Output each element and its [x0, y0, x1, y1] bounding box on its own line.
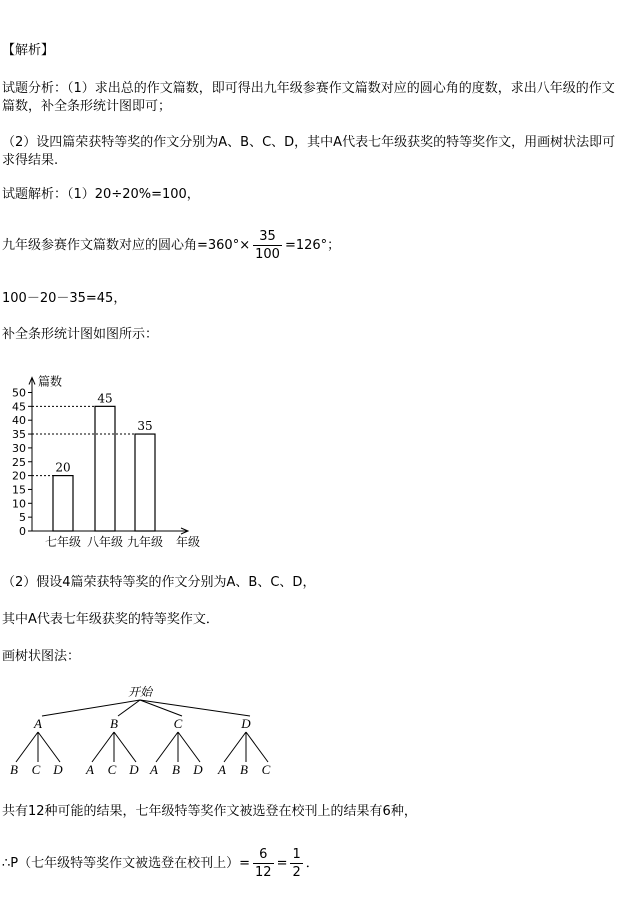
tree-edge [224, 732, 246, 762]
solution-step-3: 100－20－35=45， [2, 291, 127, 306]
x-tick-label: 八年级 [86, 535, 124, 549]
y-tick-label: 50 [12, 386, 26, 400]
y-tick-label: 45 [12, 400, 26, 414]
tree-leaf-label: C [31, 762, 41, 777]
probability-fraction-2-numerator: 1 [292, 847, 301, 862]
solution-step-1: 试题解析：（1）20÷20%=100， [2, 187, 200, 202]
angle-fraction [253, 228, 282, 263]
probability-fraction-2-denominator: 2 [292, 865, 301, 880]
tree-edge [140, 700, 182, 716]
tree-leaf-label: B [172, 762, 180, 777]
tree-branch-label: A [34, 716, 42, 731]
tree-leaf-label: A [150, 762, 158, 777]
bar-value-label: 45 [97, 391, 113, 406]
tree-branch-label: D [241, 716, 251, 731]
tree-leaf-label: B [10, 762, 18, 777]
solution-part-2-note: 其中A代表七年级获奖的特等奖作文． [2, 612, 219, 627]
tree-edge [246, 732, 268, 762]
bar-chart [0, 362, 630, 562]
y-tick-label: 15 [12, 483, 26, 497]
tree-edge [156, 732, 178, 762]
probability-prefix: ∴P（七年级特等奖作文被选登在校刊上）= [2, 856, 251, 871]
analysis-part-1: 试题分析：（1）求出总的作文篇数，即可得出九年级参赛作文篇数对应的圆心角的度数，求出八年级的作文篇数，补全条形统计图即可； [2, 81, 615, 114]
probability-suffix: ． [305, 856, 319, 871]
bar [135, 434, 155, 531]
tree-edge [178, 732, 200, 762]
tree-edge [114, 732, 136, 762]
solution-angle-line [2, 228, 340, 263]
tree-root-label: 开始 [127, 685, 153, 699]
angle-fraction-numerator: 35 [253, 228, 282, 246]
tree-leaf-label: D [193, 762, 203, 777]
tree-branch-label: B [110, 716, 118, 731]
tree-branch-label: C [173, 716, 183, 731]
tree-leaf-label: D [129, 762, 139, 777]
solution-part-2-intro: （2）假设4篇荣获特等奖的作文分别为A、B、C、D， [2, 575, 316, 590]
y-tick-label: 30 [12, 441, 26, 455]
tree-leaf-label: B [240, 762, 248, 777]
tree-edge [38, 732, 60, 762]
x-tick-label: 九年级 [126, 535, 164, 549]
bar [95, 406, 115, 531]
probability-fraction-1 [253, 846, 274, 881]
y-tick-label: 20 [12, 469, 26, 483]
y-tick-label: 10 [12, 497, 26, 511]
bar-value-label: 35 [137, 419, 153, 434]
y-tick-label: 5 [19, 511, 26, 525]
probability-fraction-2 [290, 846, 302, 881]
probability-fraction-1-denominator: 12 [255, 865, 272, 880]
section-header: 【解析】 [2, 43, 55, 58]
y-axis-label: 篇数 [38, 374, 63, 389]
result-count-line: 共有12种可能的结果，七年级特等奖作文被选登在校刊上的结果有6种， [2, 804, 417, 819]
tree-edge [42, 700, 140, 716]
probability-fraction-1-numerator: 6 [253, 846, 274, 864]
analysis-part-2: （2）设四篇荣获特等奖的作文分别为A、B、C、D，其中A代表七年级获奖的特等奖作文，用画树状法即可求得结果. [2, 135, 616, 168]
bar-value-label: 20 [55, 460, 71, 475]
tree-edge [140, 700, 250, 716]
y-tick-label: 0 [19, 525, 26, 538]
probability-equals: = [276, 856, 288, 871]
tree-leaf-label: C [261, 762, 271, 777]
angle-prefix: 九年级参赛作文篇数对应的圆心角=360°× [2, 238, 251, 253]
tree-leaf-label: D [53, 762, 63, 777]
tree-leaf-label: A [86, 762, 94, 777]
tree-edge [16, 732, 38, 762]
tree-method-label: 画树状图法： [2, 649, 81, 664]
tree-edge [118, 700, 140, 716]
bar [53, 476, 73, 531]
solution-step-4: 补全条形统计图如图所示： [2, 327, 159, 342]
y-tick-label: 35 [12, 428, 26, 442]
x-axis-label: 年级 [176, 535, 201, 549]
tree-diagram [0, 682, 630, 792]
tree-leaf-label: A [218, 762, 226, 777]
tree-leaf-label: C [107, 762, 117, 777]
tree-edge [92, 732, 114, 762]
angle-fraction-denominator: 100 [255, 247, 280, 262]
probability-line [2, 846, 319, 881]
x-tick-label: 七年级 [44, 535, 82, 549]
angle-suffix: =126°； [284, 238, 341, 253]
y-tick-label: 40 [12, 414, 26, 428]
y-tick-label: 25 [12, 455, 26, 469]
